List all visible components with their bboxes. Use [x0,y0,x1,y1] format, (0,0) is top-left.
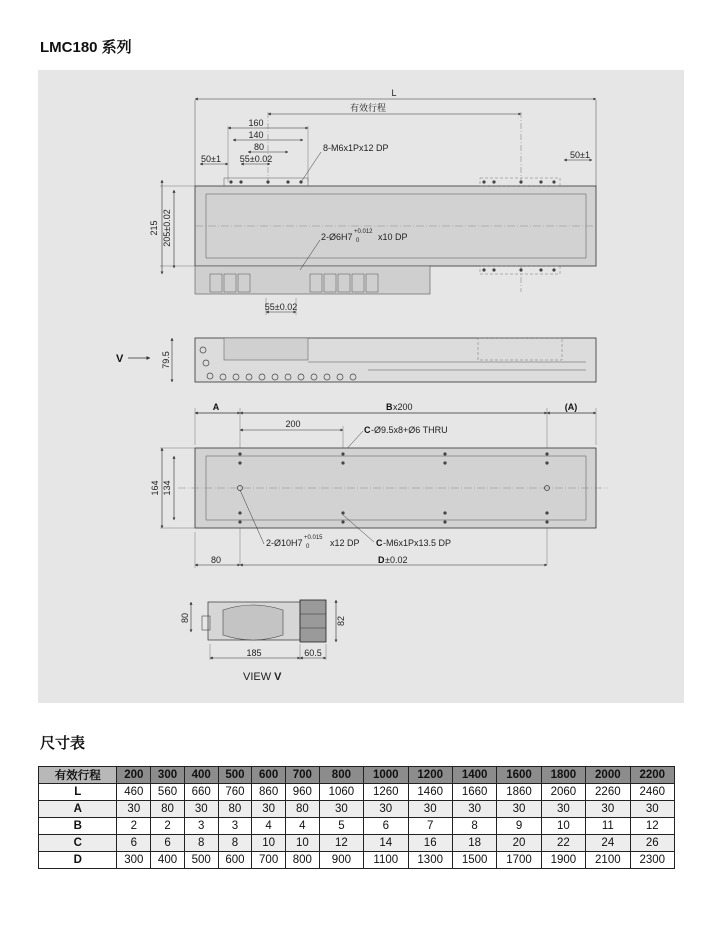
table-row [39,801,675,818]
table-cell: 2 [151,818,185,835]
table-cell: 14 [364,835,408,852]
table-cell: 11 [586,818,630,835]
table-cell: 760 [218,784,252,801]
table-cell: 30 [252,801,286,818]
column-header: 1800 [541,767,585,784]
table-cell: 300 [117,852,151,869]
dim-82: 82 [336,615,346,627]
dim-200: 200 [285,419,301,429]
column-header: 1400 [452,767,496,784]
dimension-table [38,766,675,869]
technical-drawing [38,70,684,703]
table-cell: 18 [452,835,496,852]
table-row [39,835,675,852]
row-label: A [39,801,117,818]
table-cell: 900 [319,852,363,869]
pin-tol-dn-top: 0 [356,238,360,244]
table-cell: 660 [184,784,218,801]
table-cell: 4 [252,818,286,835]
table-cell: 26 [630,835,674,852]
view-v-label: VIEW V [243,671,282,683]
dim-D: D [378,555,385,565]
dim-D-tol: ±0.02 [385,555,408,565]
pin-note-top: 2-Ø6H7 [321,232,353,242]
column-header: 2200 [630,767,674,784]
table-cell: 1860 [497,784,541,801]
row-label: B [39,818,117,835]
table-cell: 1060 [319,784,363,801]
thread-note-top: 8-M6x1Px12 DP [323,143,389,153]
dim-185: 185 [246,648,262,658]
dim-stroke: 有效行程 [349,103,387,113]
column-header: 800 [319,767,363,784]
dim-60-5: 60.5 [304,648,322,658]
table-cell: 30 [541,801,585,818]
m6-prefix: C [376,538,383,548]
table-cell: 30 [319,801,363,818]
table-cell: 2100 [586,852,630,869]
table-cell: 8 [452,818,496,835]
table-cell: 700 [252,852,286,869]
dim-A: A [212,402,220,412]
table-cell: 6 [151,835,185,852]
pin-suffix-top: x10 DP [378,232,408,242]
side-view [116,338,596,382]
table-row [39,818,675,835]
table-cell: 9 [497,818,541,835]
pin-tol-up-top: +0.012 [354,229,373,235]
column-header: 200 [117,767,151,784]
column-header: 1200 [408,767,452,784]
table-cell: 2460 [630,784,674,801]
table-cell: 960 [285,784,319,801]
dim-80-base: 80 [210,555,222,565]
dim-79-5: 79.5 [161,351,171,369]
thru-prefix: C [364,425,371,435]
dim-160: 160 [248,118,264,128]
column-header: 300 [151,767,185,784]
pin-tol-dn-base: 0 [306,544,310,550]
column-header: 1600 [497,767,541,784]
table-cell: 5 [319,818,363,835]
dim-B: B [386,402,393,412]
table-cell: 30 [630,801,674,818]
end-view [180,600,346,683]
table-cell: 30 [117,801,151,818]
table-cell: 460 [117,784,151,801]
column-header: 1000 [364,767,408,784]
dim-80-end: 80 [180,612,190,624]
table-cell: 80 [285,801,319,818]
dim-50-right: 50±1 [570,150,590,160]
base-view [150,402,608,568]
table-cell: 8 [218,835,252,852]
m6-note: -M6x1Px13.5 DP [383,538,452,548]
table-row [39,852,675,869]
table-cell: 500 [184,852,218,869]
pin-suffix-base: x12 DP [330,538,360,548]
series-title: LMC180 系列 [40,39,132,56]
table-cell: 2 [117,818,151,835]
table-cell: 860 [252,784,286,801]
table-cell: 30 [586,801,630,818]
table-cell: 1300 [408,852,452,869]
dim-55-bottom: 55±0.02 [264,302,298,312]
column-header: 2000 [586,767,630,784]
table-cell: 2300 [630,852,674,869]
table-cell: 3 [218,818,252,835]
table-cell: 30 [497,801,541,818]
table-cell: 80 [151,801,185,818]
row-label: D [39,852,117,869]
table-cell: 560 [151,784,185,801]
row-label: L [39,784,117,801]
dim-Bx: x200 [393,402,413,412]
dim-A-paren: (A) [564,402,578,412]
row-label: C [39,835,117,852]
column-header: 400 [184,767,218,784]
dim-L: L [391,88,397,98]
table-cell: 30 [364,801,408,818]
table-cell: 1100 [364,852,408,869]
table-cell: 400 [151,852,185,869]
table-cell: 6 [364,818,408,835]
table-cell: 1900 [541,852,585,869]
dim-50-left: 50±1 [201,154,221,164]
table-title: 尺寸表 [40,735,86,752]
table-cell: 800 [285,852,319,869]
table-body [39,784,675,869]
table-cell: 30 [452,801,496,818]
pin-tol-up-base: +0.015 [304,535,323,541]
dim-140: 140 [248,130,264,140]
table-cell: 2260 [586,784,630,801]
table-cell: 2060 [541,784,585,801]
table-cell: 1700 [497,852,541,869]
column-header: 700 [285,767,319,784]
table-cell: 10 [252,835,286,852]
table-cell: 12 [630,818,674,835]
table-cell: 4 [285,818,319,835]
table-cell: 6 [117,835,151,852]
table-cell: 600 [218,852,252,869]
table-cell: 30 [184,801,218,818]
table-corner: 有效行程 [39,767,117,784]
table-cell: 3 [184,818,218,835]
table-header-row [39,767,675,784]
dim-164: 164 [150,480,160,496]
table-cell: 1500 [452,852,496,869]
dim-205: 205±0.02 [162,209,172,247]
top-view [149,88,596,315]
column-header: 500 [218,767,252,784]
table-row [39,784,675,801]
table-cell: 20 [497,835,541,852]
table-cell: 7 [408,818,452,835]
column-header: 600 [252,767,286,784]
table-cell: 12 [319,835,363,852]
dim-215: 215 [149,220,159,236]
table-cell: 1460 [408,784,452,801]
table-cell: 30 [408,801,452,818]
table-cell: 16 [408,835,452,852]
table-cell: 10 [285,835,319,852]
dim-55-top: 55±0.02 [239,154,273,164]
dim-134: 134 [162,480,172,496]
pin-note-base: 2-Ø10H7 [266,538,303,548]
table-cell: 22 [541,835,585,852]
dim-80: 80 [253,142,265,152]
table-cell: 24 [586,835,630,852]
thru-note: -Ø9.5x8+Ø6 THRU [371,425,448,435]
technical-drawing-panel [38,70,684,703]
table-cell: 8 [184,835,218,852]
table-cell: 1260 [364,784,408,801]
table-cell: 80 [218,801,252,818]
v-arrow-label: V [116,353,124,365]
table-cell: 10 [541,818,585,835]
table-cell: 1660 [452,784,496,801]
